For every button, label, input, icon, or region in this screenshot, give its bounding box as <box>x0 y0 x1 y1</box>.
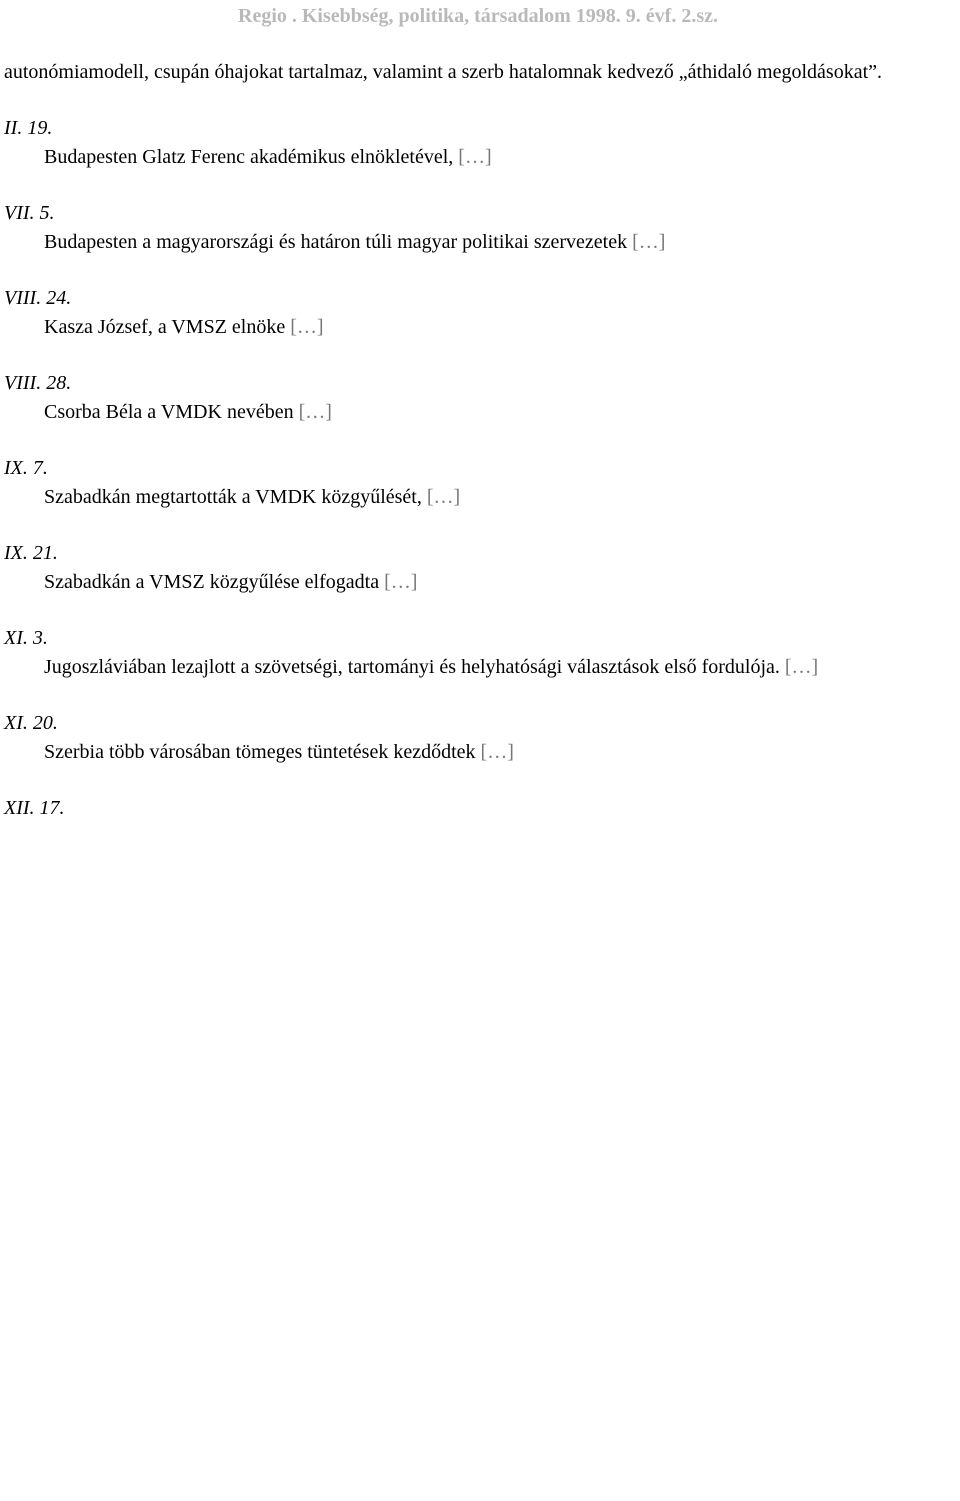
entry-body <box>4 143 952 172</box>
chronology-entry <box>4 709 952 767</box>
entry-date: II. 19. <box>4 117 53 139</box>
entry-opening: Jugoszláviában lezajlott a szövetségi, tartományi és helyhatósági választások első fordulója. <box>44 656 780 678</box>
entry-opening: Kasza József, a VMSZ elnöke <box>44 316 286 338</box>
entry-date: IX. 7. <box>4 457 48 479</box>
entry-rest: […] <box>290 316 324 338</box>
entry-body <box>4 313 952 342</box>
entry-date: VIII. 28. <box>4 372 72 394</box>
entry-date: IX. 21. <box>4 542 58 564</box>
chronology-entry <box>4 114 952 172</box>
entry-body <box>4 653 952 682</box>
entry-body <box>4 398 952 427</box>
chronology-entry <box>4 199 952 257</box>
entry-date: XI. 3. <box>4 627 48 649</box>
entry-body <box>4 228 952 257</box>
running-header: Regio . Kisebbség, politika, társadalom 1998. 9. évf. 2.sz. <box>238 5 718 27</box>
entry-rest: […] <box>784 656 819 678</box>
chronology-entry <box>4 794 952 823</box>
entry-body <box>4 738 952 767</box>
chronology-list <box>4 114 952 823</box>
lead-paragraph: autonómiamodell, csupán óhajokat tartalmaz, valamint a szerb hatalomnak kedvező „áthidaló megoldásokat”. <box>4 61 883 83</box>
entry-opening: Csorba Béla a VMDK nevében <box>44 401 294 423</box>
entry-rest: […] <box>458 146 492 168</box>
entry-rest: […] <box>426 486 461 508</box>
entry-rest: […] <box>632 231 666 253</box>
entry-date: XII. 17. <box>4 797 65 819</box>
entry-rest: […] <box>384 571 418 593</box>
chronology-entry <box>4 624 952 682</box>
entry-opening: Budapesten Glatz Ferenc akadémikus elnökletével, <box>44 146 454 168</box>
entry-body <box>4 483 952 512</box>
entry-rest: […] <box>298 401 332 423</box>
entry-rest: […] <box>480 741 514 763</box>
chronology-entry <box>4 539 952 597</box>
entry-opening: Szerbia több városában tömeges tüntetések kezdődtek <box>44 741 476 763</box>
entry-date: XI. 20. <box>4 712 58 734</box>
entry-opening: Budapesten a magyarországi és határon túli magyar politikai szervezetek <box>44 231 628 253</box>
entry-date: VIII. 24. <box>4 287 72 309</box>
chronology-entry <box>4 284 952 342</box>
chronology-entry <box>4 454 952 512</box>
entry-opening: Szabadkán a VMSZ közgyűlése elfogadta <box>44 571 380 593</box>
chronology-entry <box>4 369 952 427</box>
entry-opening: Szabadkán megtartották a VMDK közgyűlését, <box>44 486 422 508</box>
entry-date: VII. 5. <box>4 202 55 224</box>
entry-body <box>4 568 952 597</box>
